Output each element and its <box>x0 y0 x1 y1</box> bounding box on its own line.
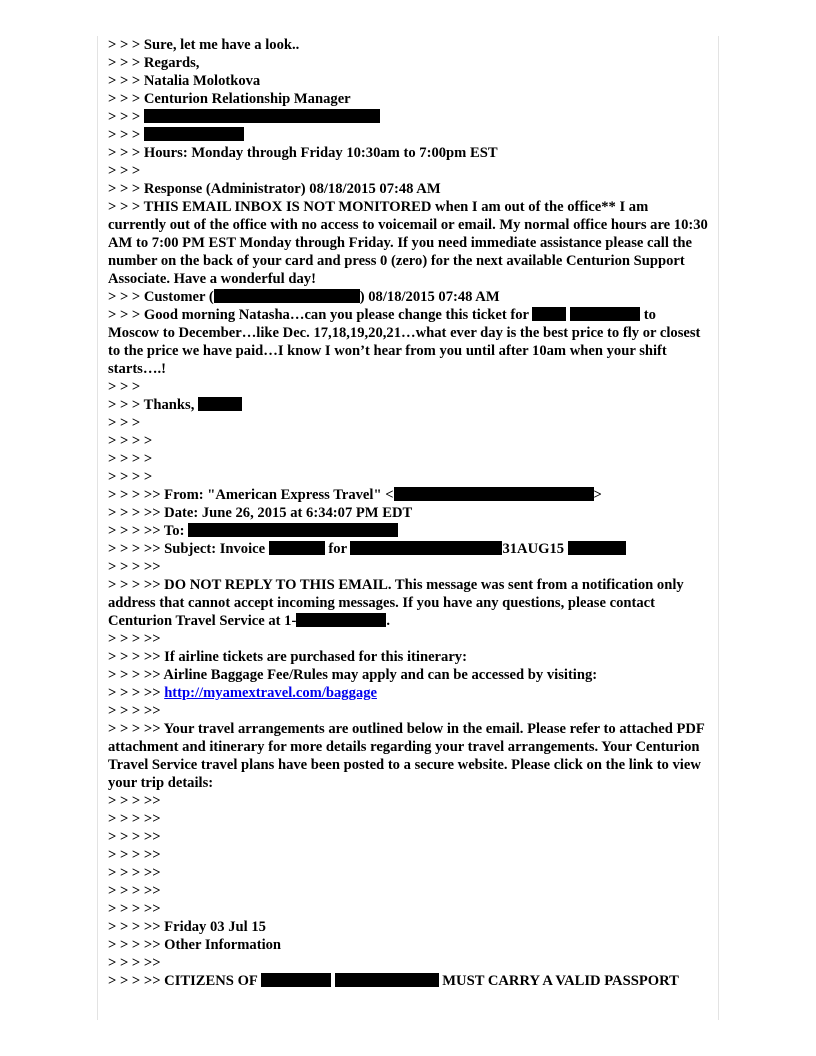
text-fragment: for <box>328 541 347 557</box>
redaction-block <box>394 487 594 501</box>
text-line: > > > > <box>108 451 153 467</box>
text-line: > > > >> <box>108 883 161 899</box>
text-fragment: > > > Customer ( <box>108 289 214 305</box>
text-line: > > > Response (Administrator) 08/18/2015 07:48 AM <box>108 181 441 197</box>
redaction-block <box>570 307 640 321</box>
redaction-block <box>188 523 398 537</box>
text-paragraph <box>108 576 708 630</box>
text-paragraph <box>108 306 708 378</box>
text-line: > > > > <box>108 433 153 449</box>
text-fragment: > <box>593 487 602 503</box>
text-fragment: > > > >> To: <box>108 523 185 539</box>
redaction-block <box>532 307 566 321</box>
text-line: > > > >> <box>108 793 161 809</box>
text-line: > > > <box>108 415 141 431</box>
text-line: > > > Sure, let me have a look.. <box>108 37 300 53</box>
text-fragment: to Moscow to December…like Dec. 17,18,19,20,21…what ever day is the best price to fly or closest to the price we have paid…I know I won’t hear from you until after 10am when your shift starts….! <box>108 307 701 377</box>
text-paragraph <box>108 972 708 990</box>
quote-prefix: > > > <box>108 109 141 125</box>
text-line: > > > >> Other Information <box>108 937 282 953</box>
text-line: > > > >> Date: June 26, 2015 at 6:34:07 PM EDT <box>108 505 413 521</box>
text-line <box>108 126 708 144</box>
redaction-block <box>296 613 386 627</box>
text-fragment: > > > Good morning Natasha…can you please change this ticket for <box>108 307 529 323</box>
redaction-block <box>144 127 244 141</box>
text-line <box>108 522 708 540</box>
text-fragment: ) 08/18/2015 07:48 AM <box>359 289 500 305</box>
redaction-block <box>269 541 325 555</box>
redaction-block <box>261 973 331 987</box>
text-line <box>108 684 708 702</box>
text-line: > > > >> <box>108 631 161 647</box>
text-line: > > > >> <box>108 901 161 917</box>
text-line: > > > >> <box>108 865 161 881</box>
redaction-block <box>144 109 380 123</box>
text-line: > > > > <box>108 469 153 485</box>
text-fragment: MUST CARRY A VALID PASSPORT <box>442 973 679 989</box>
redaction-block <box>214 289 360 303</box>
text-fragment: > > > >> DO NOT REPLY TO THIS EMAIL. This message was sent from a notification only address that cannot accept incoming messages. If you have any questions, please contact Centurion Travel Service at 1- <box>108 577 684 629</box>
text-line: > > > >> Friday 03 Jul 15 <box>108 919 266 935</box>
redaction-block <box>568 541 626 555</box>
left-margin-rule <box>97 36 98 1020</box>
text-fragment: > > > >> Subject: Invoice <box>108 541 266 557</box>
redaction-block <box>335 973 439 987</box>
quote-prefix: > > > <box>108 127 141 143</box>
text-line: > > > >> <box>108 559 161 575</box>
text-line: > > > >> If airline tickets are purchased for this itinerary: <box>108 649 467 665</box>
text-line: > > > Regards, <box>108 55 200 71</box>
text-line: > > > >> <box>108 703 161 719</box>
text-line <box>108 108 708 126</box>
baggage-link[interactable]: http://myamextravel.com/baggage <box>164 685 377 701</box>
text-line: > > > >> Airline Baggage Fee/Rules may apply and can be accessed by visiting: <box>108 667 598 683</box>
redaction-block <box>198 397 242 411</box>
text-line: > > > >> <box>108 847 161 863</box>
text-fragment: 31AUG15 <box>502 541 565 557</box>
redaction-block <box>350 541 502 555</box>
email-body <box>108 36 708 990</box>
text-line: > > > <box>108 379 141 395</box>
text-fragment: > > > Thanks, <box>108 397 195 413</box>
text-line: > > > >> <box>108 829 161 845</box>
text-line: > > > >> <box>108 811 161 827</box>
text-fragment: > > > >> From: "American Express Travel" < <box>108 487 394 503</box>
text-line <box>108 540 708 558</box>
right-margin-rule <box>718 36 719 1020</box>
text-fragment: > > > >> CITIZENS OF <box>108 973 258 989</box>
text-paragraph: > > > THIS EMAIL INBOX IS NOT MONITORED when I am out of the office** I am currently out of the office with no access to voicemail or email. My normal office hours are 10:30 AM to 7:00 PM EST Monday through Friday. If you need immediate assistance please call the number on the back of your card and press 0 (zero) for the next available Centurion Support Associate. Have a wonderful day! <box>108 199 708 287</box>
text-line: > > > Hours: Monday through Friday 10:30am to 7:00pm EST <box>108 145 498 161</box>
text-fragment: > > > >> <box>108 685 161 701</box>
text-line <box>108 486 708 504</box>
text-fragment: . <box>386 613 390 629</box>
text-line: > > > Natalia Molotkova <box>108 73 261 89</box>
text-paragraph: > > > >> Your travel arrangements are outlined below in the email. Please refer to attached PDF attachment and itinerary for more details regarding your travel arrangements. Your Centurion Travel Service travel plans have been posted to a secure website. Please click on the link to view your trip details: <box>108 721 705 791</box>
text-line: > > > >> <box>108 955 161 971</box>
text-line: > > > <box>108 163 141 179</box>
text-line <box>108 288 708 306</box>
text-line <box>108 396 708 414</box>
text-line: > > > Centurion Relationship Manager <box>108 91 351 107</box>
